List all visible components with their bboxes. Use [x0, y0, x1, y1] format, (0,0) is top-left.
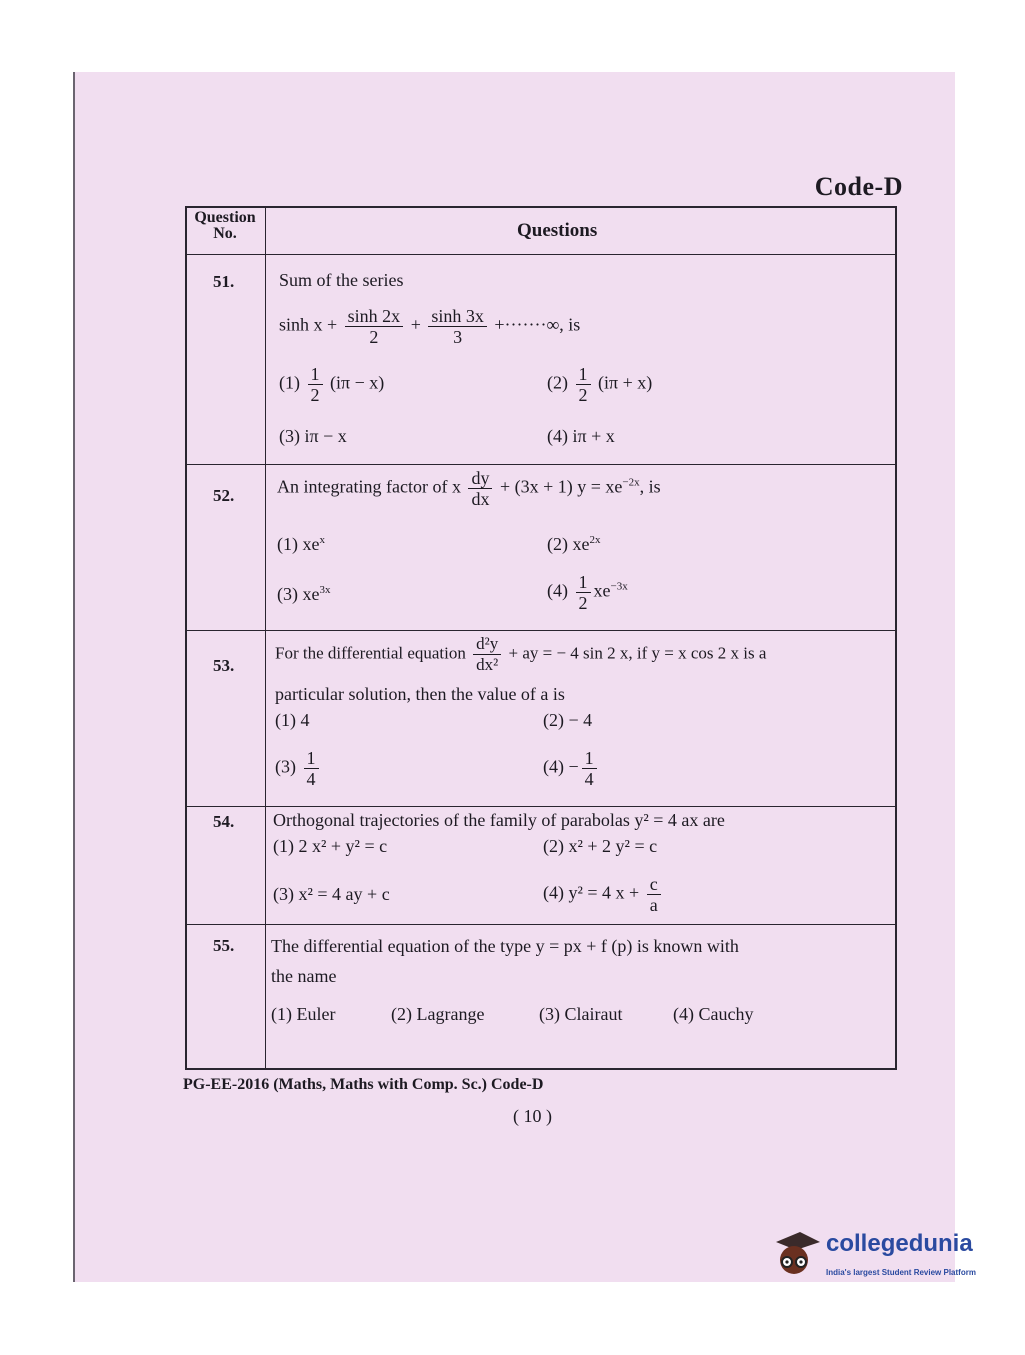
- question-row-54: [187, 806, 895, 925]
- question-row-52: [187, 464, 895, 631]
- question-text-line-2: particular solution, then the value of a is: [275, 684, 565, 704]
- option-1: (1) $\frac{1}{2}$ (iπ − x): [279, 364, 385, 405]
- column-divider: [265, 208, 266, 254]
- option-4: (4) Cauchy: [673, 1004, 754, 1024]
- question-table: [185, 206, 897, 1070]
- collegedunia-logo: [770, 1228, 1000, 1318]
- question-text: An integrating factor of x $\frac{dy}{dx}$ + (3x + 1) $y = xe^{-2x}$, is: [277, 468, 661, 509]
- column-divider: [265, 464, 266, 630]
- option-4: (4) iπ + x: [547, 426, 615, 446]
- header-question-no: Question No.: [194, 209, 256, 242]
- question-text: The differential equation of the type y = px + f (p) is known with: [271, 936, 739, 956]
- series-expression: sinh x + $\frac{\sinh 2x}{2}$ + $\frac{\sinh 3x}{3}$ +·······∞, is: [279, 306, 581, 347]
- question-number: 53.: [213, 656, 235, 675]
- logo-name: collegedunia: [826, 1230, 973, 1257]
- page-number: ( 10 ): [513, 1106, 552, 1126]
- option-1: (1) 4: [275, 710, 310, 730]
- option-3: (3) Clairaut: [539, 1004, 623, 1024]
- question-text: Sum of the series: [279, 270, 404, 290]
- column-divider: [265, 806, 266, 924]
- option-1: (1) 2 x² + y² = c: [273, 836, 388, 856]
- column-divider: [265, 630, 266, 806]
- mascot-icon: [770, 1228, 822, 1284]
- option-1: (1) $xe^x$: [277, 534, 325, 554]
- logo-tagline: India's largest Student Review Platform: [826, 1268, 976, 1277]
- footer-exam-code: PG-EE-2016 (Maths, Maths with Comp. Sc.) Code-D: [183, 1076, 544, 1093]
- option-2: (2) $xe^{2x}$: [547, 534, 601, 554]
- option-3: (3) x² = 4 ay + c: [273, 884, 390, 904]
- question-number: 55.: [213, 936, 235, 955]
- question-text: Orthogonal trajectories of the family of parabolas y² = 4 ax are: [273, 810, 725, 830]
- fraction: $\frac{\sinh 3x}{3}$: [428, 306, 487, 347]
- code-label: Code-D: [814, 172, 903, 201]
- question-number: 54.: [213, 812, 235, 831]
- question-row-51: [187, 254, 895, 465]
- column-divider: [265, 924, 266, 1068]
- option-3: (3) $\frac{1}{4}$: [275, 748, 322, 789]
- column-divider: [265, 254, 266, 464]
- option-1: (1) Euler: [271, 1004, 336, 1024]
- option-2: (2) x² + 2 y² = c: [543, 836, 658, 856]
- option-2: (2) Lagrange: [391, 1004, 485, 1024]
- question-number: 52.: [213, 486, 235, 505]
- option-3: (3) $xe^{3x}$: [277, 584, 331, 604]
- option-2: (2) $\frac{1}{2}$ (iπ + x): [547, 364, 653, 405]
- question-number: 51.: [213, 272, 235, 291]
- header-questions: Questions: [517, 220, 598, 241]
- option-3: (3) iπ − x: [279, 426, 347, 446]
- question-row-53: [187, 630, 895, 807]
- scanned-page: [73, 72, 955, 1282]
- table-header-row: [187, 208, 895, 255]
- option-2: (2) − 4: [543, 710, 593, 730]
- option-4: (4) y² = 4 x + $\frac{c}{a}$: [543, 874, 664, 915]
- question-text-line-2: the name: [271, 966, 337, 986]
- fraction: $\frac{\sinh 2x}{2}$: [345, 306, 404, 347]
- question-text: For the differential equation $\frac{\text{d²y}}{\text{dx²}}$ + ay = − 4 sin 2 x, if y = x cos 2 x is a: [275, 634, 767, 674]
- option-4: (4) − $\frac{1}{4}$: [543, 748, 600, 789]
- question-row-55: [187, 924, 895, 1068]
- option-4: (4) $\frac{1}{2}$ $xe^{-3x}$: [547, 572, 628, 613]
